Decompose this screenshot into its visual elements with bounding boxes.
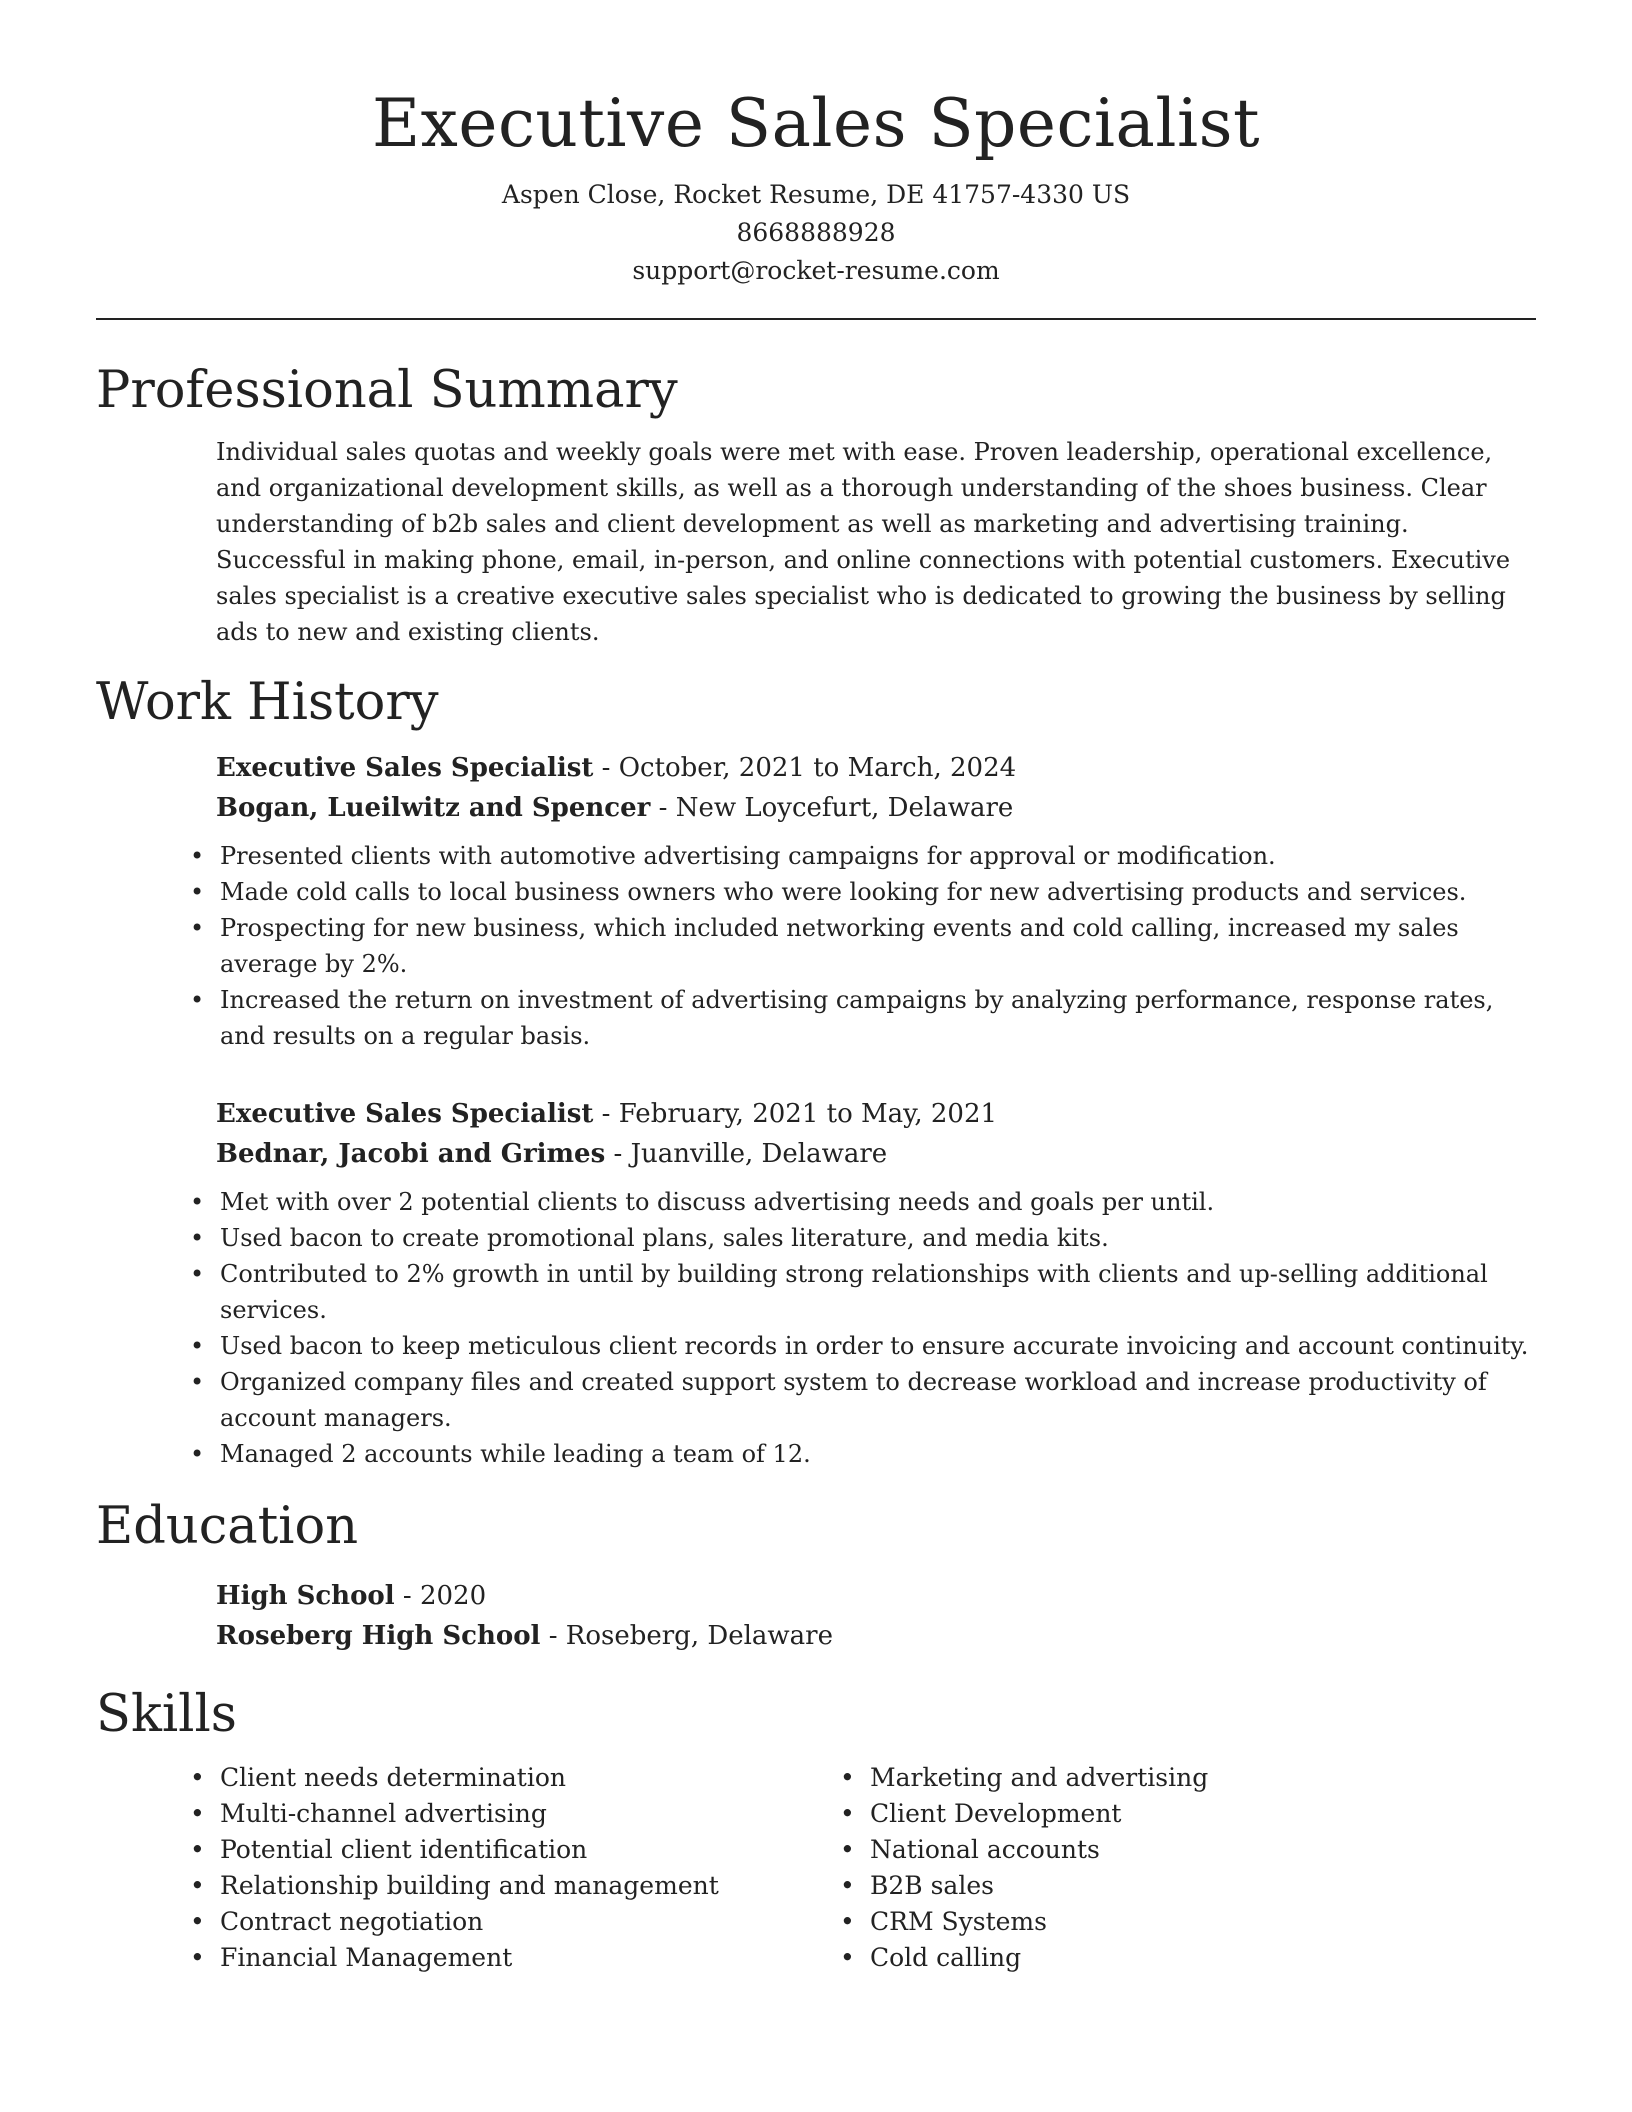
education-section xyxy=(96,1496,1536,1656)
job-bullets xyxy=(176,1184,1536,1472)
skills-column-left xyxy=(176,1760,826,1976)
skill-item: • Cold calling xyxy=(826,1940,1476,1976)
job-role: Executive Sales Specialist xyxy=(216,753,594,783)
section-title-summary: Professional Summary xyxy=(96,361,678,420)
list-item: • Presented clients with automotive advertising campaigns for approval or modification. xyxy=(176,838,1536,874)
education-location: - Roseberg, Delaware xyxy=(540,1621,833,1651)
section-title-education: Education xyxy=(96,1497,359,1556)
job-location: - Juanville, Delaware xyxy=(605,1139,888,1169)
list-item: • Made cold calls to local business owners who were looking for new advertising products and services. xyxy=(176,874,1536,910)
list-item: • Used bacon to create promotional plans, sales literature, and media kits. xyxy=(176,1220,1536,1256)
job-title-line xyxy=(216,748,1536,788)
job-company: Bogan, Lueilwitz and Spencer xyxy=(216,793,651,823)
skill-item: • Financial Management xyxy=(176,1940,826,1976)
skill-item: • Potential client identification xyxy=(176,1832,826,1868)
education-degree-line xyxy=(216,1576,1536,1616)
section-title-work: Work History xyxy=(96,673,439,732)
skill-item: • Marketing and advertising xyxy=(826,1760,1476,1796)
education-entry xyxy=(216,1576,1536,1656)
education-school: Roseberg High School xyxy=(216,1621,541,1651)
phone: 8668888928 xyxy=(736,218,896,247)
job-dates: - February, 2021 to May, 2021 xyxy=(593,1099,998,1129)
list-item: • Met with over 2 potential clients to discuss advertising needs and goals per until. xyxy=(176,1184,1536,1220)
list-item: • Managed 2 accounts while leading a team of 12. xyxy=(176,1436,1536,1472)
job-bullets xyxy=(176,838,1536,1054)
education-degree: High School xyxy=(216,1581,395,1611)
resume-header xyxy=(96,82,1536,290)
summary-text: Individual sales quotas and weekly goals were met with ease. Proven leadership, operational excellence, and organizational development skills, as well as a thorough understanding of the shoes business. Clear understanding of b2b sales and client development as well as marketing and advertising training. Successful in making phone, email, in-person, and online connections with potential customers. Executive sales specialist is a creative executive sales specialist who is dedicated to growing the business by selling ads to new and existing clients. xyxy=(216,438,1511,646)
job-dates: - October, 2021 to March, 2024 xyxy=(593,753,1017,783)
job-entry xyxy=(216,748,1536,828)
job-company-line xyxy=(216,788,1536,828)
skill-item: • B2B sales xyxy=(826,1868,1476,1904)
list-item: • Contributed to 2% growth in until by building strong relationships with clients and up-selling additional services. xyxy=(176,1256,1536,1328)
skill-item: • CRM Systems xyxy=(826,1904,1476,1940)
job-entry xyxy=(216,1094,1536,1174)
email: support@rocket-resume.com xyxy=(632,256,1000,285)
skill-item: • Client Development xyxy=(826,1796,1476,1832)
header-divider xyxy=(96,318,1536,320)
job-role: Executive Sales Specialist xyxy=(216,1099,594,1129)
list-item: • Increased the return on investment of advertising campaigns by analyzing performance, response rates, and results on a regular basis. xyxy=(176,982,1536,1054)
skill-item: • Contract negotiation xyxy=(176,1904,826,1940)
job-location: - New Loycefurt, Delaware xyxy=(650,793,1014,823)
work-history-section xyxy=(96,672,1536,1472)
job-company: Bednar, Jacobi and Grimes xyxy=(216,1139,606,1169)
skills-grid xyxy=(176,1760,1536,1976)
skills-list-left xyxy=(176,1760,826,1976)
job-company-line xyxy=(216,1134,1536,1174)
skills-section xyxy=(96,1684,1536,1976)
address: Aspen Close, Rocket Resume, DE 41757-4330 US xyxy=(501,180,1131,209)
page-title: Executive Sales Specialist xyxy=(371,85,1260,162)
education-school-line xyxy=(216,1616,1536,1656)
skills-list-right xyxy=(826,1760,1476,1976)
list-item: • Prospecting for new business, which included networking events and cold calling, increased my sales average by 2%. xyxy=(176,910,1536,982)
summary-section xyxy=(96,360,1536,650)
education-year: - 2020 xyxy=(394,1581,487,1611)
list-item: • Organized company files and created support system to decrease workload and increase productivity of account managers. xyxy=(176,1364,1536,1436)
skills-column-right xyxy=(826,1760,1476,1976)
job-title-line xyxy=(216,1094,1536,1134)
section-title-skills: Skills xyxy=(96,1685,237,1744)
list-item: • Used bacon to keep meticulous client records in order to ensure accurate invoicing and account continuity. xyxy=(176,1328,1536,1364)
skill-item: • Multi-channel advertising xyxy=(176,1796,826,1832)
skill-item: • Relationship building and management xyxy=(176,1868,826,1904)
skill-item: • Client needs determination xyxy=(176,1760,826,1796)
skill-item: • National accounts xyxy=(826,1832,1476,1868)
contact-block xyxy=(96,176,1536,290)
